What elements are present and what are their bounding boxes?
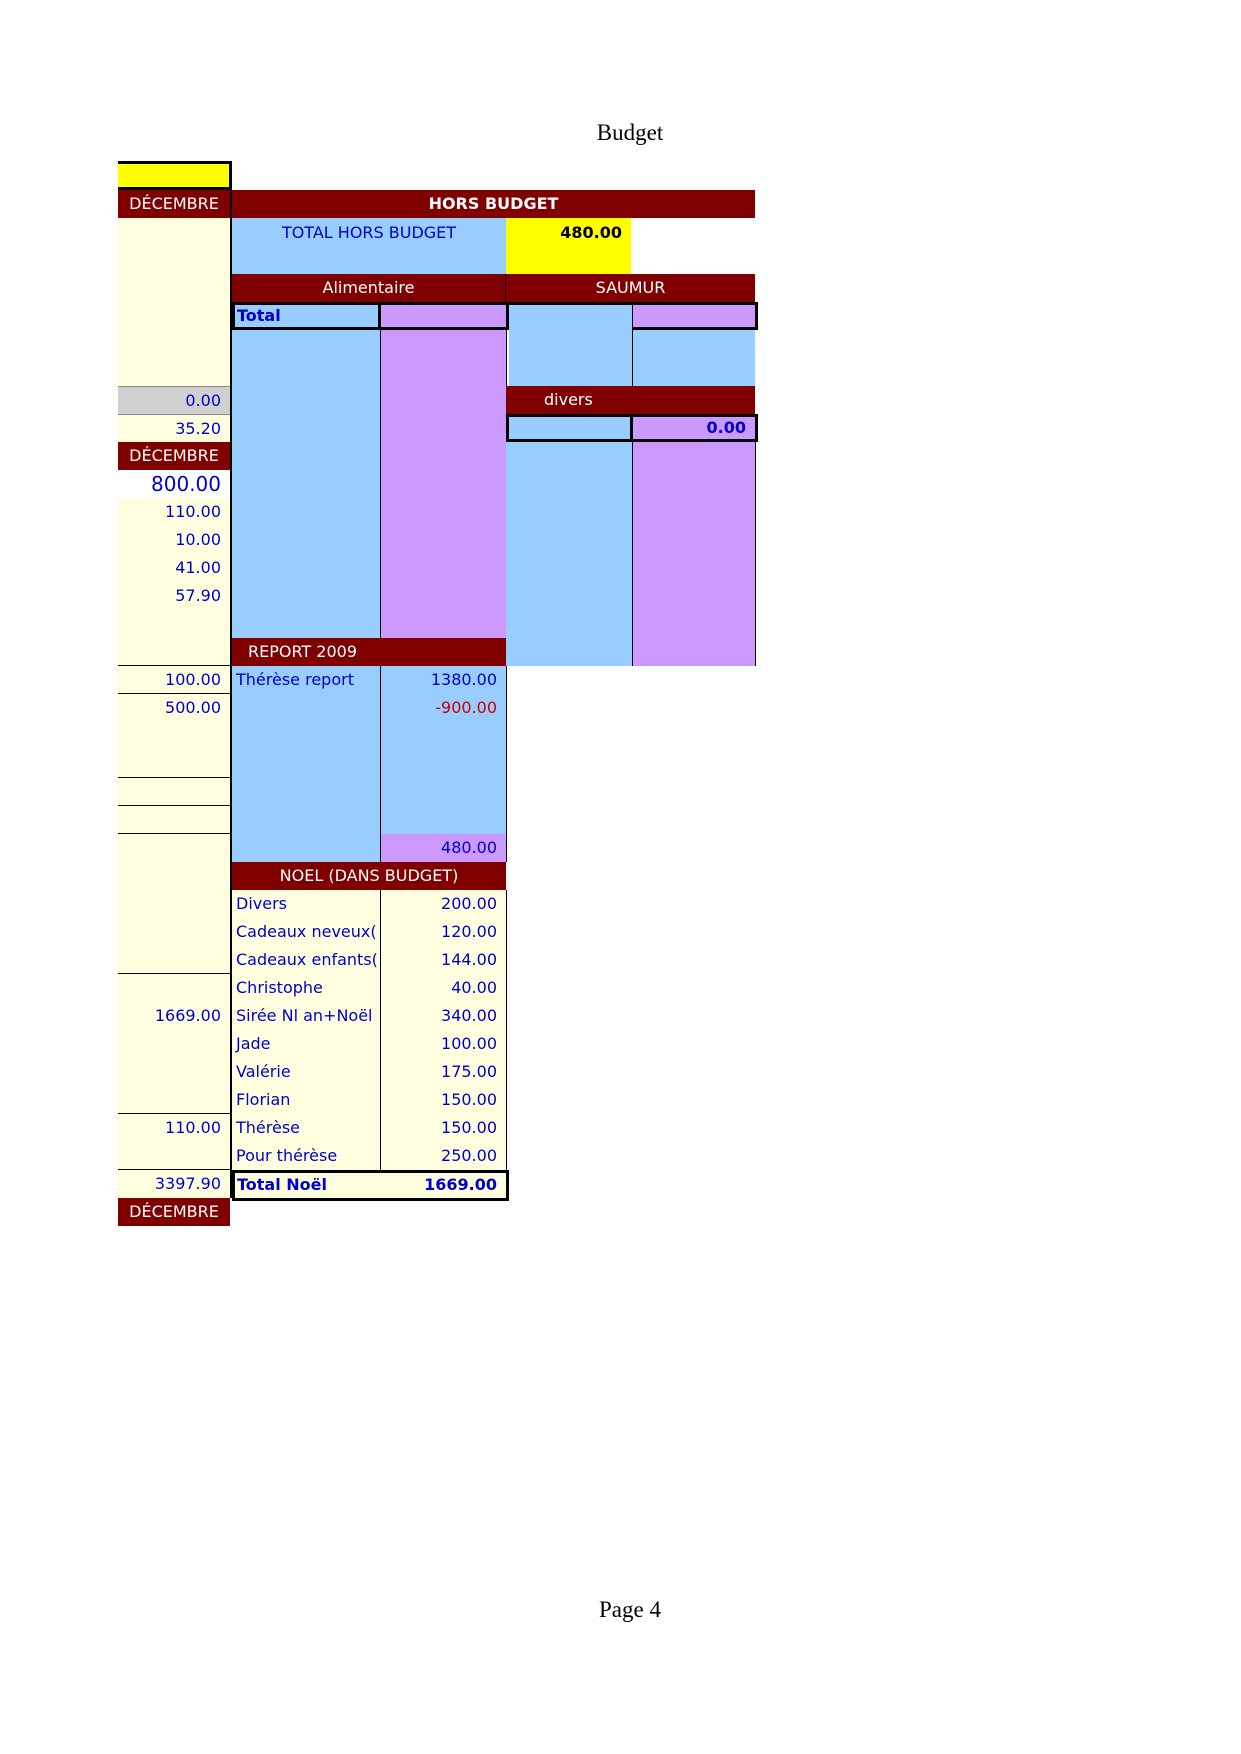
noel-item-value[interactable]: 250.00 [441,1146,497,1165]
report-row-label[interactable]: Thérèse report [236,670,354,689]
page-footer: Page 4 [599,1597,661,1622]
hors-budget-total-value: 480.00 [560,223,622,242]
report-header: REPORT 2009 [232,638,506,666]
noel-item-value[interactable]: 200.00 [441,894,497,913]
alimentaire-header: Alimentaire [232,274,506,302]
left-cream-block [118,778,230,806]
noel-item-value[interactable]: 40.00 [451,978,497,997]
divers-value[interactable]: 0.00 [630,414,758,442]
grid-line [632,442,633,666]
left-value-cell[interactable]: 110.00 [118,498,230,526]
month-header: DÉCEMBRE [118,1198,230,1226]
noel-item-label[interactable]: Christophe [236,978,323,997]
noel-item-label[interactable]: Cadeaux enfants( [236,950,378,969]
noel-item-value[interactable]: 150.00 [441,1118,497,1137]
left-cream-block [118,610,230,666]
grid-line [506,666,507,862]
saumur-total-purple[interactable] [633,305,755,327]
noel-item-value[interactable]: 175.00 [441,1062,497,1081]
left-value-cell[interactable]: 10.00 [118,526,230,554]
left-value-cell[interactable]: 0.00 [118,386,230,414]
hors-budget-total-label: TOTAL HORS BUDGET [281,223,457,242]
left-cream-block [118,1030,230,1114]
left-value-cell[interactable]: 3397.90 [118,1170,230,1198]
saumur-header: SAUMUR [506,274,755,302]
noel-item-label[interactable]: Sirée Nl an+Noël [236,1006,373,1025]
left-value-cell[interactable]: 35.20 [118,414,230,442]
total-row-label[interactable]: Total [232,302,381,330]
left-cream-block [118,722,230,778]
page-title: Budget [596,120,664,145]
report-col-blue[interactable] [232,666,381,862]
alimentaire-col-purple[interactable] [381,302,506,638]
alimentaire-col-blue[interactable] [232,302,381,638]
month-header: DÉCEMBRE [118,190,230,218]
left-cream-block [118,218,230,386]
noel-item-label[interactable]: Thérèse [236,1118,301,1137]
grid-line [632,302,633,386]
left-cream-block [118,1142,230,1170]
left-value-cell[interactable]: 41.00 [118,554,230,582]
divers-input-blue[interactable] [506,414,633,442]
report-total[interactable]: 480.00 [381,834,506,862]
noel-header: NOEL (DANS BUDGET) [232,862,506,890]
noel-item-label[interactable]: Florian [236,1090,291,1109]
left-cream-block [118,834,230,974]
noel-item-value[interactable]: 120.00 [441,922,497,941]
noel-total-value[interactable]: 1669.00 [381,1170,509,1201]
divers-col-purple[interactable] [633,442,755,666]
total-row-cell[interactable] [378,302,509,330]
left-cream-block [118,974,230,1002]
noel-item-value[interactable]: 100.00 [441,1034,497,1053]
grid-line [380,302,381,638]
left-value-cell[interactable]: 500.00 [118,694,230,722]
noel-item-label[interactable]: Valérie [236,1062,291,1081]
hors-budget-header: HORS BUDGET [232,190,755,218]
noel-item-value[interactable]: 340.00 [441,1006,497,1025]
noel-item-label[interactable]: Cadeaux neveux( [236,922,377,941]
left-value-cell[interactable]: 800.00 [118,470,230,498]
selected-cell[interactable] [118,161,232,190]
divers-col-blue[interactable] [506,442,633,666]
left-value-cell[interactable]: 100.00 [118,666,230,694]
left-cream-block [118,806,230,834]
noel-item-value[interactable]: 144.00 [441,950,497,969]
month-header: DÉCEMBRE [118,442,230,470]
grid-line [755,442,756,666]
noel-total-label[interactable]: Total Noël [232,1170,382,1201]
grid-line [506,890,507,1170]
saumur-col-blue2[interactable] [633,330,755,386]
report-row-value[interactable]: 1380.00 [430,670,497,689]
report-row2-value[interactable]: -900.00 [435,698,497,717]
saumur-col-blue[interactable] [509,305,632,386]
left-value-cell[interactable]: 1669.00 [118,1002,230,1030]
noel-item-label[interactable]: Jade [236,1034,271,1053]
left-value-cell[interactable]: 57.90 [118,582,230,610]
noel-item-label[interactable]: Divers [236,894,287,913]
divers-header: divers [506,386,755,414]
noel-item-value[interactable]: 150.00 [441,1090,497,1109]
noel-item-label[interactable]: Pour thérèse [236,1146,338,1165]
left-value-cell[interactable]: 110.00 [118,1114,230,1142]
